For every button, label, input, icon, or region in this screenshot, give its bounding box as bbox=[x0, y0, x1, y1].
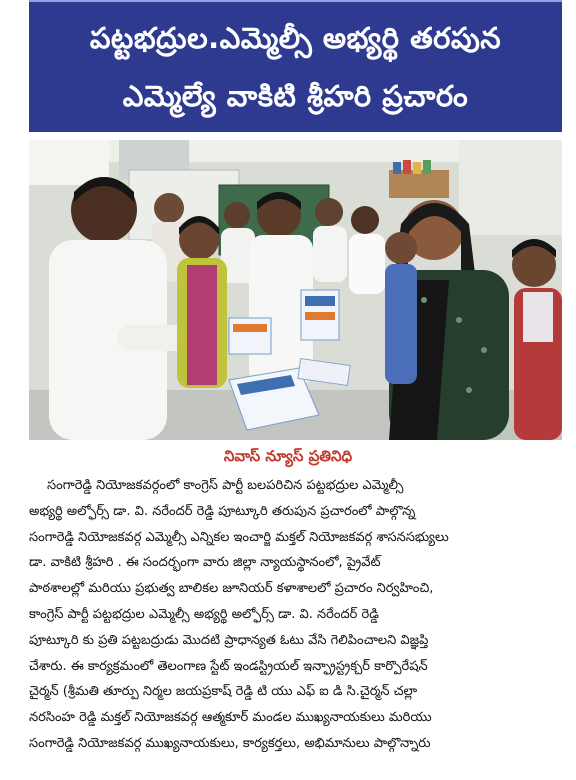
body-line: నరసింహ రెడ్డి మక్తల్ నియోజకవర్గ ఆత్మకూర్ మండల ముఖ్యనాయకులు మరియు bbox=[29, 710, 432, 726]
headline-line-2: ఎమ్మెల్యే వాకిటి శ్రీహరి ప్రచారం bbox=[122, 79, 469, 113]
byline: నివాస్ న్యూస్ ప్రతినిధి bbox=[223, 447, 353, 465]
body-line: డా. వాకిటి శ్రీహరి . ఈ సందర్భంగా వారు జిల్లా న్యాయస్థానంలో, ప్రైవేట్ bbox=[29, 555, 381, 571]
article-body bbox=[29, 473, 562, 757]
body-line: పూట్కూరి కు ప్రతి పట్టబద్రుడు మొదటి ప్రాధాన్యత ఓటు వేసి గెలిపించాలని విజ్ఞప్తి bbox=[29, 632, 429, 648]
body-line: సంగారెడ్డి నియోజకవర్గ ముఖ్యనాయకులు, కార్యకర్తలు, అభిమానులు పాల్గొన్నారు bbox=[29, 735, 431, 751]
body-line: చైర్మన్ (శ్రీమతి తూర్పు నిర్మల జయప్రకాష్ రెడ్డి టి యు ఎఫ్ ఐ డి సి.చైర్మన్ చల్లా bbox=[29, 684, 418, 700]
news-photo bbox=[29, 140, 562, 440]
headline-line-1: పట్టభద్రుల.ఎమ్మెల్సీ అభ్యర్థి తరపున bbox=[89, 21, 502, 55]
body-line: పాఠశాలల్లో మరియు ప్రభుత్వ బాలికల జూనియర్ కళాశాలలో ప్రచారం నిర్వహించి, bbox=[29, 581, 434, 597]
body-line: చేశారు. ఈ కార్యక్రమంలో తెలంగాణ స్టేట్ ఇండస్ట్రియల్ ఇన్ఫ్రాస్ట్రక్చర్ కార్పొరేషన్ bbox=[29, 658, 428, 674]
body-line: సంగారెడ్డి నియోజకవర్గంలో కాంగ్రెస్ పార్టీ బలపరిచిన పట్టభద్రుల ఎమ్మెల్సీ bbox=[47, 478, 404, 493]
body-line: అభ్యర్థి అల్ఫోర్స్ డా. వి. నరేందర్ రెడ్డి పూట్కూరి తరుపున ప్రచారంలో పాల్గొన్న bbox=[29, 503, 416, 519]
body-line: సంగారెడ్డి నియోజకవర్గ ఎమ్మెల్సీ ఎన్నికల ఇంచార్జి మక్తల్ నియోజకవర్గ శాసనసభ్యులు bbox=[29, 529, 449, 545]
headline-banner bbox=[29, 0, 562, 132]
body-line: కాంగ్రెస్ పార్టీ పట్టభద్రుల ఎమ్మెల్సీ అభ్యర్థి అల్ఫోర్స్ డా. వి. నరేందర్ రెడ్డి bbox=[29, 606, 379, 622]
